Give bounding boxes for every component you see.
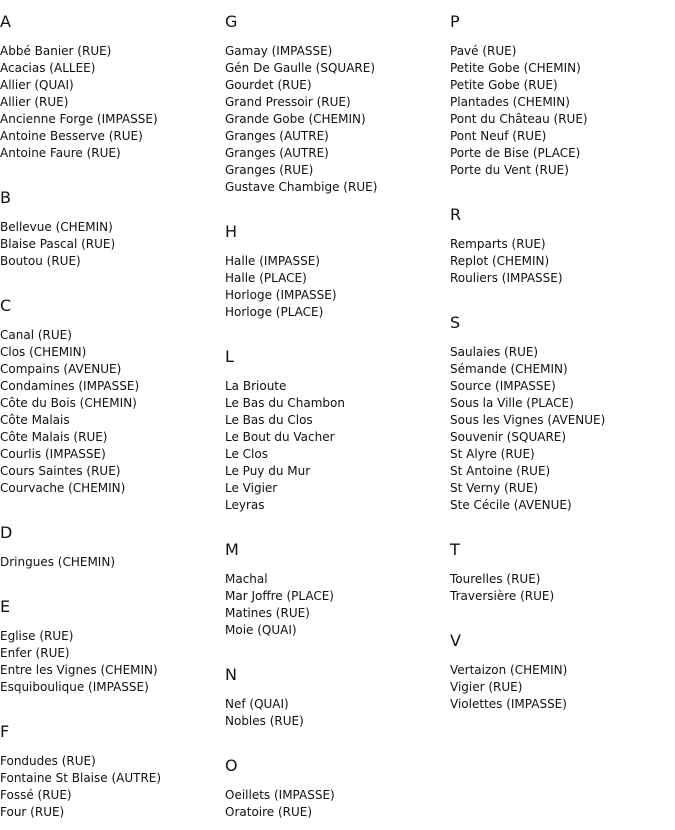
section-d <box>0 523 225 571</box>
section-letter: L <box>225 347 234 366</box>
street-item: Sémande (CHEMIN) <box>450 362 568 376</box>
street-item: Le Puy du Mur <box>225 464 311 478</box>
section-letter: N <box>225 665 237 684</box>
street-list <box>0 753 225 821</box>
street-item: St Antoine (RUE) <box>450 464 551 478</box>
section-t <box>450 540 675 605</box>
street-item: Granges (AUTRE) <box>225 129 329 143</box>
street-list <box>450 43 675 179</box>
street-list <box>0 327 225 497</box>
street-item: Mar Joffre (PLACE) <box>225 589 334 603</box>
section-p <box>450 12 675 179</box>
street-list <box>225 43 450 196</box>
street-item: Eglise (RUE) <box>0 629 74 643</box>
section-letter: P <box>450 12 460 31</box>
street-item: Boutou (RUE) <box>0 254 81 268</box>
street-item: Moie (QUAI) <box>225 623 297 637</box>
street-item: Nef (QUAI) <box>225 697 289 711</box>
street-item: Granges (RUE) <box>225 163 314 177</box>
section-letter: E <box>0 597 11 616</box>
section-letter: V <box>450 631 461 650</box>
street-list <box>0 628 225 696</box>
street-item: Le Bout du Vacher <box>225 430 335 444</box>
section-letter: B <box>0 188 11 207</box>
street-item: Condamines (IMPASSE) <box>0 379 140 393</box>
street-item: Ste Cécile (AVENUE) <box>450 498 572 512</box>
street-item: Traversière (RUE) <box>450 589 555 603</box>
street-item: Source (IMPASSE) <box>450 379 556 393</box>
section-f <box>0 722 225 821</box>
section-letter: H <box>225 222 238 241</box>
section-c <box>0 296 225 497</box>
section-letter: A <box>0 12 11 31</box>
street-item: Machal <box>225 572 268 586</box>
street-item: Vigier (RUE) <box>450 680 523 694</box>
street-item: Pavé (RUE) <box>450 44 517 58</box>
street-item: Entre les Vignes (CHEMIN) <box>0 663 158 677</box>
section-n <box>225 665 450 730</box>
street-item: Côte du Bois (CHEMIN) <box>0 396 137 410</box>
street-item: Acacias (ALLEE) <box>0 61 96 75</box>
street-item: Enfer (RUE) <box>0 646 70 660</box>
section-o <box>225 756 450 821</box>
street-item: Halle (PLACE) <box>225 271 307 285</box>
street-list <box>225 378 450 514</box>
street-item: Violettes (IMPASSE) <box>450 697 567 711</box>
street-item: Grande Gobe (CHEMIN) <box>225 112 366 126</box>
street-item: Gamay (IMPASSE) <box>225 44 333 58</box>
section-r <box>450 205 675 287</box>
street-item: Saulaies (RUE) <box>450 345 539 359</box>
street-item: Gén De Gaulle (SQUARE) <box>225 61 375 75</box>
section-letter: S <box>450 313 461 332</box>
street-list <box>0 219 225 270</box>
street-item: Remparts (RUE) <box>450 237 546 251</box>
section-h <box>225 222 450 321</box>
street-item: Fondudes (RUE) <box>0 754 96 768</box>
section-letter: F <box>0 722 10 741</box>
street-item: Leyras <box>225 498 265 512</box>
street-item: Clos (CHEMIN) <box>0 345 87 359</box>
street-item: Bellevue (CHEMIN) <box>0 220 113 234</box>
street-item: Antoine Besserve (RUE) <box>0 129 143 143</box>
section-m <box>225 540 450 639</box>
street-list <box>225 253 450 321</box>
section-letter: D <box>0 523 13 542</box>
street-item: St Alyre (RUE) <box>450 447 535 461</box>
street-item: Oeillets (IMPASSE) <box>225 788 335 802</box>
street-item: Vertaizon (CHEMIN) <box>450 663 568 677</box>
street-item: Pont du Château (RUE) <box>450 112 588 126</box>
street-item: Oratoire (RUE) <box>225 805 313 819</box>
street-item: Canal (RUE) <box>0 328 72 342</box>
street-item: Horloge (PLACE) <box>225 305 324 319</box>
section-s <box>450 313 675 514</box>
street-item: Dringues (CHEMIN) <box>0 555 116 569</box>
street-item: Grand Pressoir (RUE) <box>225 95 351 109</box>
street-item: Gourdet (RUE) <box>225 78 312 92</box>
street-item: Petite Gobe (CHEMIN) <box>450 61 581 75</box>
street-item: Petite Gobe (RUE) <box>450 78 558 92</box>
street-list <box>225 787 450 821</box>
street-list <box>225 696 450 730</box>
street-list <box>0 554 225 571</box>
street-item: Four (RUE) <box>0 805 65 819</box>
street-item: Courlis (IMPASSE) <box>0 447 106 461</box>
street-item: Antoine Faure (RUE) <box>0 146 121 160</box>
street-item: Rouliers (IMPASSE) <box>450 271 563 285</box>
street-item: Courvache (CHEMIN) <box>0 481 126 495</box>
street-item: Porte de Bise (PLACE) <box>450 146 581 160</box>
street-item: Allier (RUE) <box>0 95 69 109</box>
section-letter: R <box>450 205 462 224</box>
street-item: Replot (CHEMIN) <box>450 254 550 268</box>
section-b <box>0 188 225 270</box>
street-list <box>0 43 225 162</box>
street-item: Matines (RUE) <box>225 606 310 620</box>
street-item: Le Bas du Chambon <box>225 396 345 410</box>
street-item: Gustave Chambige (RUE) <box>225 180 378 194</box>
section-e <box>0 597 225 696</box>
street-item: La Brioute <box>225 379 287 393</box>
street-item: Fontaine St Blaise (AUTRE) <box>0 771 162 785</box>
street-item: Le Vigier <box>225 481 278 495</box>
street-item: Souvenir (SQUARE) <box>450 430 567 444</box>
street-item: Côte Malais (RUE) <box>0 430 108 444</box>
street-list <box>450 662 675 713</box>
street-item: St Verny (RUE) <box>450 481 539 495</box>
street-item: Sous la Ville (PLACE) <box>450 396 574 410</box>
street-list <box>450 344 675 514</box>
street-item: Côte Malais <box>0 413 70 427</box>
street-item: Tourelles (RUE) <box>450 572 541 586</box>
street-list <box>450 571 675 605</box>
street-item: Abbé Banier (RUE) <box>0 44 112 58</box>
section-l <box>225 347 450 514</box>
street-item: Fossé (RUE) <box>0 788 72 802</box>
street-item: Granges (AUTRE) <box>225 146 329 160</box>
street-item: Le Bas du Clos <box>225 413 313 427</box>
street-item: Halle (IMPASSE) <box>225 254 320 268</box>
street-item: Horloge (IMPASSE) <box>225 288 337 302</box>
street-item: Porte du Vent (RUE) <box>450 163 569 177</box>
section-letter: M <box>225 540 239 559</box>
street-item: Sous les Vignes (AVENUE) <box>450 413 606 427</box>
street-item: Compains (AVENUE) <box>0 362 122 376</box>
street-item: Blaise Pascal (RUE) <box>0 237 116 251</box>
section-g <box>225 12 450 196</box>
street-item: Ancienne Forge (IMPASSE) <box>0 112 158 126</box>
street-item: Nobles (RUE) <box>225 714 304 728</box>
street-item: Allier (QUAI) <box>0 78 74 92</box>
section-letter: O <box>225 756 238 775</box>
street-item: Cours Saintes (RUE) <box>0 464 121 478</box>
street-item: Pont Neuf (RUE) <box>450 129 547 143</box>
street-list <box>225 571 450 639</box>
street-list <box>450 236 675 287</box>
section-letter: C <box>0 296 12 315</box>
street-item: Esquiboulique (IMPASSE) <box>0 680 149 694</box>
section-letter: T <box>450 540 460 559</box>
section-v <box>450 631 675 713</box>
street-item: Le Clos <box>225 447 268 461</box>
section-letter: G <box>225 12 238 31</box>
section-a <box>0 12 225 162</box>
street-item: Plantades (CHEMIN) <box>450 95 570 109</box>
